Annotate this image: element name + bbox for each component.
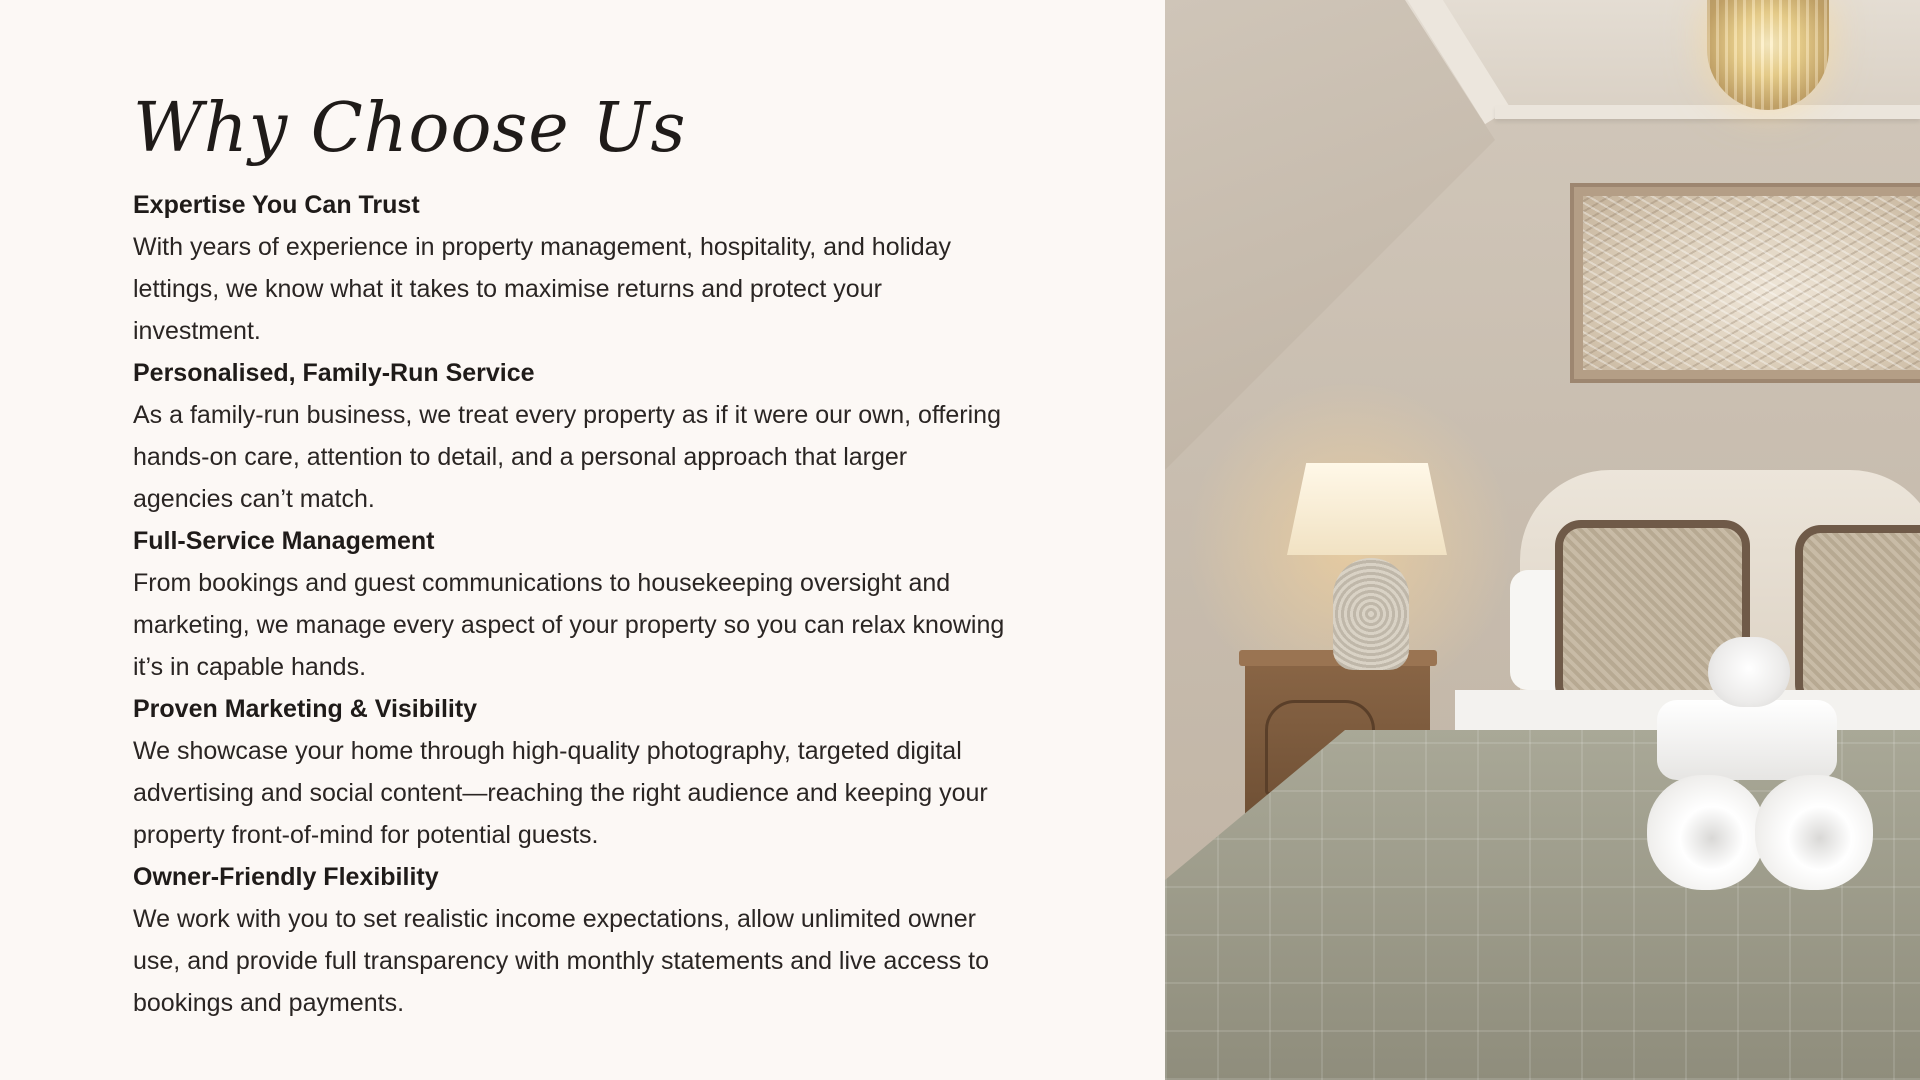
section-heading: Owner-Friendly Flexibility (133, 863, 439, 891)
page-title: Why Choose Us (133, 89, 687, 168)
photo-towel-roll-left (1647, 775, 1765, 890)
section-expertise (133, 184, 1013, 352)
section-heading: Personalised, Family-Run Service (133, 359, 535, 387)
photo-cushion-right (1795, 525, 1920, 710)
photo-wall-art (1583, 196, 1920, 370)
photo-folded-towel (1657, 700, 1837, 780)
section-heading: Proven Marketing & Visibility (133, 695, 478, 723)
section-body: As a family-run business, we treat every property as if it were our own, offering hands-on care, attention to detail, and a personal approach that larger agencies can’t match. (133, 401, 1001, 513)
section-body: We showcase your home through high-quality photography, targeted digital advertising and social content—reaching the right audience and keeping your property front-of-mind for potential guests. (133, 737, 988, 849)
photo-lamp-shade (1287, 463, 1447, 555)
section-heading: Expertise You Can Trust (133, 191, 420, 219)
photo-towel-roll-right (1755, 775, 1873, 890)
text-panel (133, 88, 1013, 1024)
section-family-run (133, 352, 1013, 520)
section-body: We work with you to set realistic income expectations, allow unlimited owner use, and provide full transparency with monthly statements and live access to bookings and payments. (133, 905, 989, 1017)
bedroom-photo (1165, 0, 1920, 1080)
section-flexibility (133, 856, 1013, 1024)
section-heading: Full-Service Management (133, 527, 435, 555)
photo-cornice (1495, 105, 1920, 119)
photo-lamp-base (1333, 558, 1409, 670)
section-body: From bookings and guest communications to housekeeping oversight and marketing, we manage every aspect of your property so you can relax knowing it’s in capable hands. (133, 569, 1005, 681)
section-marketing (133, 688, 1013, 856)
section-body: With years of experience in property management, hospitality, and holiday lettings, we know what it takes to maximise returns and protect your investment. (133, 233, 952, 345)
photo-towel-top (1708, 637, 1790, 707)
section-full-service (133, 520, 1013, 688)
